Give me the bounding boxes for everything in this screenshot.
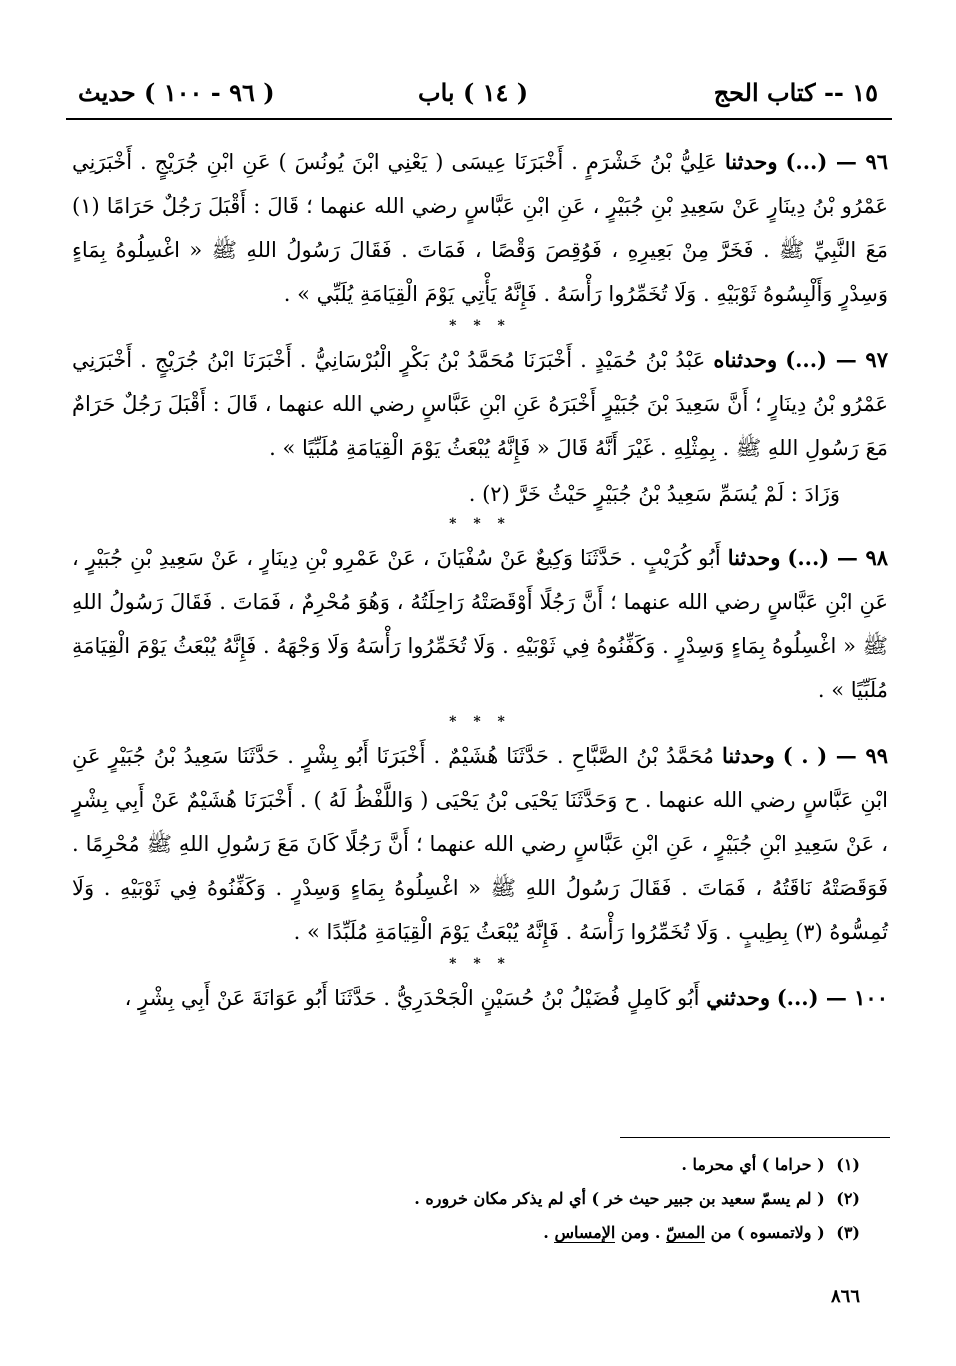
hadith-97-addendum: وَزَادَ : لَمْ يُسَمِّ سَعِيدُ بْنُ جُبَيْرٍ حَيْثُ خَرَّ (٢) . (468, 482, 840, 506)
header-rule (66, 118, 892, 120)
hadith-number: ٩٨ — (...) (787, 545, 888, 570)
header-chapter: ( ١٤ ) باب (418, 78, 529, 107)
main-text (72, 140, 888, 1022)
hadith-number: ١٠٠ — (...) (776, 985, 888, 1010)
hadith-text: أَبُو كَامِلٍ فُضَيْلُ بْنُ حُسَيْنٍ الْجَحْدَرِيُّ . حَدَّثَنَا أَبُو عَوَانَةَ عَنْ أَبِي بِشْرٍ ، (124, 986, 700, 1010)
isnad-keyword: وحدثني (706, 985, 771, 1010)
separator: * * * (449, 956, 511, 972)
footnote-text: ( لم يسمّ سعيد بن جبير حيث خر ) أي لم يذكر مكان خروره . (414, 1189, 825, 1208)
footnote-label: (٣) (836, 1223, 860, 1242)
hadith-number: ٩٦ — (...) (785, 149, 888, 174)
isnad-keyword: وحدثناه (713, 347, 778, 372)
hadith-number: ٩٩ — ( . ) (782, 743, 888, 768)
footnote-underlined-term: الإمساس (554, 1223, 616, 1242)
hadith-text: مُحَمَّدُ بْنُ الصَّبَّاحِ . حَدَّثَنَا هُشَيْمٌ . أَخْبَرَنَا أَبُو بِشْرٍ . حَدَّثَنَا سَعِيدُ بْنُ جُبَيْرٍ عَنِ ابْنِ عَبَّاسٍ رضي الله عنهما . ح وَحَدَّثَنَا يَحْيَى بْنُ يَحْيَى ( وَاللَّفْظُ لَهُ ) . أَخْبَرَنَا هُشَيْمٌ عَنْ أَبِي بِشْرٍ ، عَنْ سَعِيدِ ابْنِ جُبَيْرٍ ، عَنِ ابْنِ عَبَّاسٍ رضي الله عنهما ؛ أَنَّ رَجُلًا كَانَ مَعَ رَسُولِ اللهِ ﷺ مُحْرِمًا . فَوَقَصَتْهُ نَاقَتُهُ ، فَمَاتَ . فَقَالَ رَسُولُ اللهِ ﷺ « اغْسِلُوهُ بِمَاءٍ وَسِدْرٍ . وَكَفِّنُوهُ فِي ثَوْبَيْهِ . وَلَا تُمِسُّوهُ (٣) بِطِيبٍ . وَلَا تُخَمِّرُوا رَأْسَهُ . فَإِنَّهُ يُبْعَثُ يَوْمَ الْقِيَامَةِ مُلَبِّدًا » . (72, 744, 888, 944)
isnad-keyword: وحدثنا (722, 743, 775, 768)
isnad-keyword: وحدثنا (724, 149, 778, 174)
footnote-text: ( حراما ) أي محرما . (681, 1155, 825, 1174)
footnote-3 (100, 1216, 860, 1250)
footnote-rule (620, 1137, 890, 1138)
hadith-number: ٩٧ — (...) (785, 347, 888, 372)
footnote-1 (100, 1148, 860, 1182)
hadith-text: أَبُو كُرَيْبٍ . حَدَّثَنَا وَكِيعٌ عَنْ سُفْيَانَ ، عَنْ عَمْرِو بْنِ دِينَارٍ ، عَنْ سَعِيدِ بْنِ جُبَيْرٍ ، عَنِ ابْنِ عَبَّاسٍ رضي الله عنهما ؛ أَنَّ رَجُلًا أَوْقَصَتْهُ رَاحِلَتُهُ ، وَهُوَ مُحْرِمٌ ، فَمَاتَ . فَقَالَ رَسُولُ اللهِ ﷺ « اغْسِلُوهُ بِمَاءٍ وَسِدْرٍ . وَكَفِّنُوهُ فِي ثَوْبَيْهِ . وَلَا تُخَمِّرُوا رَأْسَهُ وَلَا وَجْهَهُ . فَإِنَّهُ يُبْعَثُ يَوْمَ الْقِيَامَةِ مُلَبِّيًا » . (72, 546, 888, 702)
page-number: ٨٦٦ (830, 1286, 860, 1307)
footnotes (100, 1148, 860, 1250)
footnote-text: ( ولاتمسوه ) من (710, 1223, 825, 1242)
footnote-text: . ومن (620, 1223, 661, 1242)
footnote-2 (100, 1182, 860, 1216)
hadith-98 (72, 536, 888, 712)
footnote-label: (٢) (836, 1189, 860, 1208)
footnote-label: (١) (836, 1155, 860, 1174)
separator: * * * (449, 714, 511, 730)
isnad-keyword: وحدثنا (727, 545, 781, 570)
hadith-100 (72, 976, 888, 1020)
hadith-text: عَلِيُّ بْنُ خَشْرَمٍ . أَخْبَرَنَا عِيسَى ( يَعْنِي ابْنَ يُونُسَ ) عَنِ ابْنِ جُرَيْجٍ . أَخْبَرَنِي عَمْرُو بْنُ دِينَارٍ عَنْ سَعِيدِ بْنِ جُبَيْرٍ ، عَنِ ابْنِ عَبَّاسٍ رضي الله عنهما ؛ قَالَ : أَقْبَلَ رَجُلٌ حَرَامًا (١) مَعَ النَّبِيِّ ﷺ . فَخَرَّ مِنْ بَعِيرِهِ ، فَوُقِصَ وَقْصًا ، فَمَاتَ . فَقَالَ رَسُولُ اللهِ ﷺ « اغْسِلُوهُ بِمَاءٍ وَسِدْرٍ وَأَلْبِسُوهُ ثَوْبَيْهِ . وَلَا تُخَمِّرُوا رَأْسَهُ . فَإِنَّهُ يَأْتِي يَوْمَ الْقِيَامَةِ يُلَبِّي » . (72, 150, 888, 306)
separator: * * * (449, 516, 511, 532)
footnote-text: . (543, 1223, 549, 1242)
hadith-text: عَبْدُ بْنُ حُمَيْدٍ . أَخْبَرَنَا مُحَمَّدُ بْنُ بَكْرٍ الْبُرْسَانِيُّ . أَخْبَرَنَا ابْنُ جُرَيْجٍ . أَخْبَرَنِي عَمْرُو بْنُ دِينَارٍ ؛ أَنَّ سَعِيدَ بْنَ جُبَيْرٍ أَخْبَرَهُ عَنِ ابْنِ عَبَّاسٍ رضي الله عنهما ، قَالَ : أَقْبَلَ رَجُلٌ حَرَامٌ مَعَ رَسُولِ اللهِ ﷺ . بِمِثْلِهِ . غَيْرَ أَنَّهُ قَالَ « فَإِنَّهُ يُبْعَثُ يَوْمَ الْقِيَامَةِ مُلَبِّيًا » . (72, 348, 888, 460)
hadith-99 (72, 734, 888, 954)
header-hadith-range: ( ٩٦ - ١٠٠ ) حديث (78, 78, 275, 107)
hadith-96 (72, 140, 888, 316)
header-book-title: ١٥ -- كتاب الحج (713, 78, 878, 107)
hadith-97 (72, 338, 888, 470)
footnote-underlined-term: المسّ (666, 1223, 706, 1242)
separator: * * * (449, 318, 511, 334)
running-header (78, 78, 878, 114)
